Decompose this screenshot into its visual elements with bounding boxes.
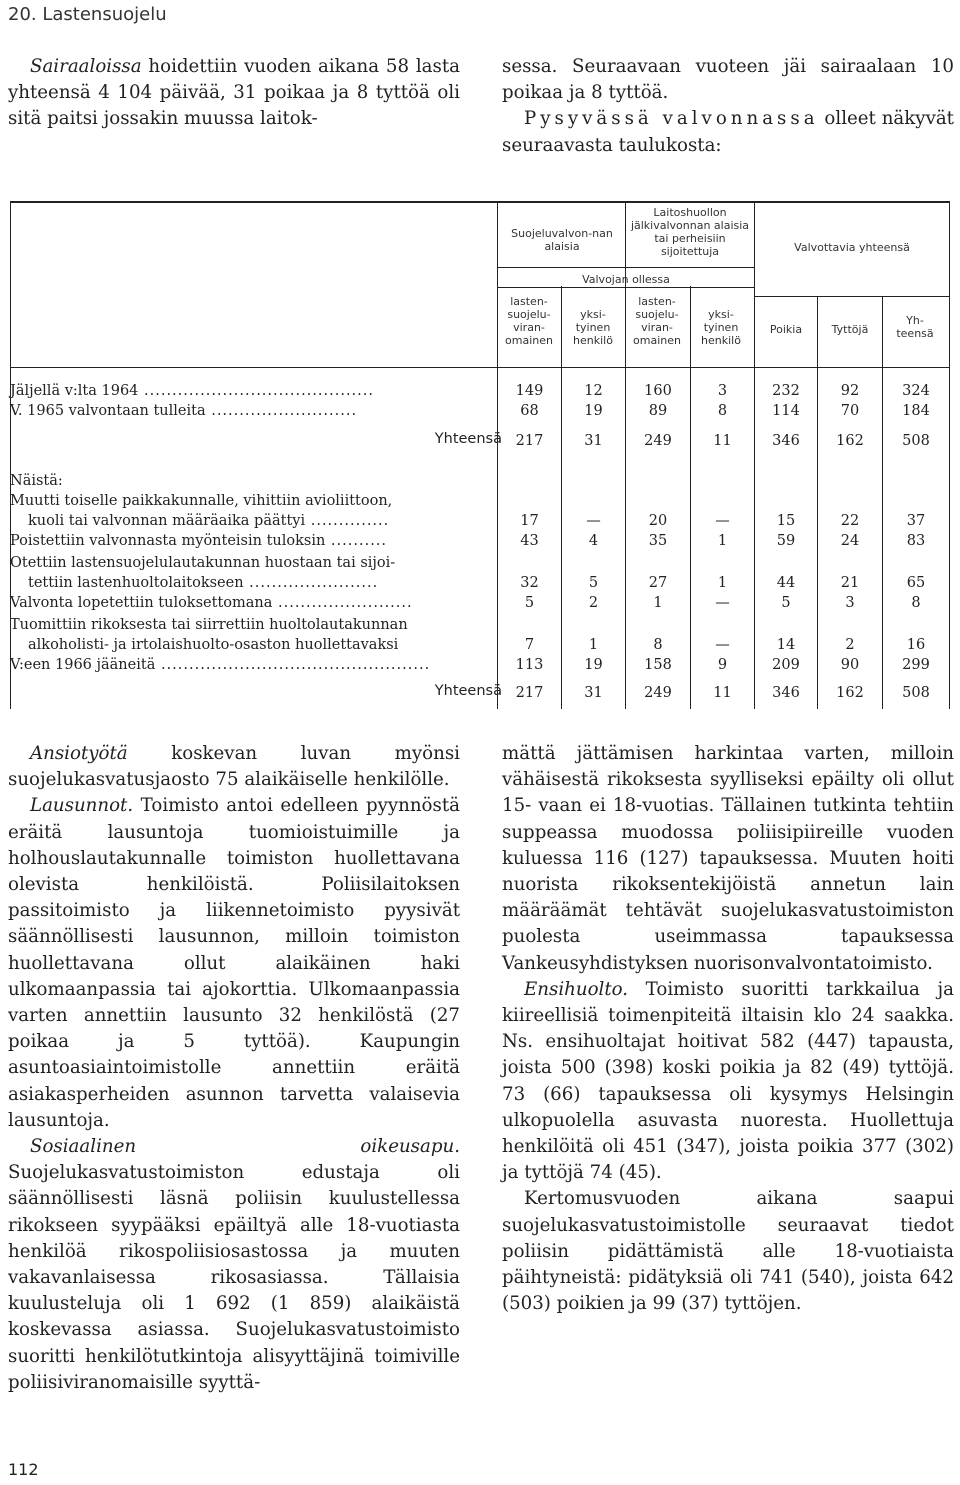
p3-text: Suojelukasvatustoimiston edustaja oli säännöllisesti läsnä poliisin kuulustellessa rikokseen syypääksi epäiltyä alle 18-vuotiasta henkilöä rikospoliisiosastossa ja muuten vakavanlaisessa rikosasiassa. Tällaisia kuulusteluja oli 1 692 (1 859) alaikäistä koskevassa asiassa. Suojelukasvatustoimisto suoritti henkilötutkintoja alisyyttäjinä toimiville poliisiviranomaisille syyttä- [8,1162,460,1393]
row-yhteensa-top-cell: 217 [515,433,544,449]
header-lasten-1: lasten-suojelu-viran-omainen [505,295,553,347]
row-naista-0-cell: 20 [648,513,668,529]
row-naista-4-cell: 1 [588,637,599,653]
row-yhteensa-bottom-cell: 11 [713,685,732,701]
row-naista-4-cell: 14 [776,637,796,653]
row-naista-3-cell: — [715,595,730,611]
row-naista-4-cell: 8 [653,637,663,653]
r-p1-text: mättä jättämisen harkintaa varten, milloin vähäisestä rikoksesta syylliseksi epäilty oli ollut 15- vaan ei 18-vuotias. Tällainen tutkinta tehtiin suppeassa muodossa poliisipiireille vuoden kuluessa 116 (127) tapauksessa. Muuten hoiti nuorista rikoksentekijöistä annetun lain määräämät tehtävät suojelukasvatustoimiston puolesta useimmassa tapauksessa Vankeusyhdistyksen nuorisonvalvontatoimisto. [502,743,954,974]
header-poikia: Poikia [769,323,803,336]
header-suojeluvalvonta: Suojeluvalvon-nan alaisia [511,227,613,253]
row-jaljella-cell: 149 [515,383,544,399]
row-tulleita-cell: 114 [772,403,800,419]
intro-right-column [502,54,954,159]
intro-right-tail: olleet näkyvät seuraavasta taulukosta: [502,108,954,156]
p2-text: Toimisto antoi edelleen pyynnöstä eräitä lausuntoja tuomioistuimille ja holhouslautakunnalle toimiston huollettavana olevista henkilöistä. Poliisilaitoksen passitoimisto ja liikennetoimisto pyysivät säännöllisesti lausunnon, milloin toimiston huollettavana ollut alaikäinen haki ulkomaanpassia tai ajokorttia. Ulkomaanpassia varten annettiin lausunto 32 henkilöstä (27 poikaa ja 5 tyttöä). Kaupungin asuntoasiaintoimistolle annettiin eräitä asiakasperheiden asunnon tarvetta valaisevia lausuntoja. [8,795,460,1131]
row-naista-2-cell: 27 [648,575,668,591]
naista-label: Näistä: [10,473,63,489]
intro-left-text: hoidettiin vuoden aikana 58 lasta yhteensä 4 104 päivää, 31 poikaa ja 8 tyttöä oli sitä paitsi jossakin muussa laitok- [8,56,460,130]
row-label: Muutti toiselle paikkakunnalle, vihittiin avioliittoon, [10,493,393,509]
row-naista-0-cell: 37 [906,513,926,529]
row-yhteensa-bottom-cell: 508 [902,685,930,701]
body-right-column [502,741,954,1317]
statistics-table [10,201,950,709]
header-lasten-2: lasten-suojelu-viran-omainen [633,295,681,347]
row-label: tettiin lastenhuoltolaitokseen ....................... [28,575,379,591]
row-naista-5-cell: 90 [840,657,860,673]
row-tulleita-cell: 8 [717,403,728,419]
row-tulleita-cell: 89 [648,403,668,419]
row-naista-5-cell: 113 [515,657,544,673]
header-yhteensa: Yh-teensä [896,314,934,340]
row-naista-4-cell: 7 [524,637,535,653]
body-left-column [8,741,460,1396]
row-jaljella-cell: 324 [902,383,930,399]
row-jaljella-cell: 160 [644,383,672,399]
row-label: Tuomittiin rikoksesta tai siirrettiin huoltolautakunnan [10,617,408,633]
row-naista-1-cell: 83 [906,533,926,549]
row-naista-5-cell: 299 [902,657,930,673]
row-label: Otettiin lastensuojelulautakunnan huostaan tai sijoi- [10,555,396,571]
row-label: V:een 1966 jääneitä ................................................ [10,657,431,673]
p2-lead: Lausunnot. [30,795,134,817]
row-tulleita-cell: 70 [840,403,860,419]
intro-lead: Sairaaloissa [30,56,142,77]
header-tyttoja: Tyttöjä [831,323,869,336]
p1-text: koskevan luvan myönsi suojelukasvatusjaosto 75 alaikäiselle henkilölle. [8,743,460,791]
header-yksi-2: yksi-tyinen henkilö [701,308,741,347]
row-label: V. 1965 valvontaan tulleita .......................... [10,403,358,419]
row-naista-3-cell: 5 [781,595,791,611]
row-jaljella-cell: 12 [584,383,603,399]
row-label: Valvonta lopetettiin tuloksettomana ........................ [10,595,413,611]
row-naista-1-cell: 4 [588,533,599,549]
row-yhteensa-top-cell: 11 [713,433,732,449]
row-naista-3-cell: 3 [845,595,855,611]
row-naista-0-cell: — [586,513,601,529]
row-yhteensa-top-cell: 31 [584,433,603,449]
header-yksi-1: yksi-tyinen henkilö [573,308,613,347]
r-p2-text: Toimisto suoritti tarkkailua ja kiireellisiä toimenpiteitä iltaisin klo 24 saakka. Ns. ensihuoltajat hoitivat 582 (447) tapausta, joista 500 (398) koski poikia ja 82 (49) tyttöjä. 73 (66) tapauksessa oli kysymys Helsingin ulkopuolella asuvasta nuoresta. Huollettuja henkilöitä oli 451 (347), joista poikia 377 (302) ja tyttöjä 74 (45). [502,978,954,1184]
sum-label-bottom: Yhteensä [434,683,502,699]
header-valvojan-ollessa: Valvojan ollessa [582,273,670,286]
row-yhteensa-bottom-cell: 249 [644,685,672,701]
row-yhteensa-bottom-cell: 162 [836,685,864,701]
row-naista-4-cell: — [715,637,730,653]
row-yhteensa-bottom-cell: 217 [515,685,544,701]
page-number: 112 [8,1460,39,1479]
row-jaljella-cell: 3 [717,383,728,399]
row-jaljella-cell: 232 [772,383,800,399]
page-header: 20. Lastensuojelu [8,4,167,25]
row-yhteensa-bottom-cell: 346 [772,685,800,701]
row-naista-3-cell: 5 [524,595,535,611]
intro-right-text: sessa. Seuraavaan vuoteen jäi sairaalaan 10 poikaa ja 8 tyttöä. [502,56,954,104]
row-naista-0-cell: 17 [520,513,539,529]
row-tulleita-cell: 19 [584,403,603,419]
p3-lead: Sosiaalinen oikeusapu. [30,1136,460,1158]
row-naista-1-cell: 35 [648,533,668,549]
header-jalkivalvonta: Laitoshuollon jälkivalvonnan alaisia tai perheisiin sijoitettuja [630,206,750,258]
row-yhteensa-bottom-cell: 31 [584,685,603,701]
row-tulleita-cell: 184 [902,403,930,419]
header-valvottavia: Valvottavia yhteensä [794,241,910,254]
row-label: Poistettiin valvonnasta myönteisin tuloksin .......... [10,533,388,549]
row-naista-5-cell: 9 [717,657,728,673]
row-naista-0-cell: 22 [840,513,860,529]
row-naista-1-cell: 1 [717,533,728,549]
row-yhteensa-top-cell: 162 [836,433,864,449]
row-label: Jäljellä v:lta 1964 ......................................... [10,383,374,399]
sum-label-top: Yhteensä [434,431,502,447]
row-naista-2-cell: 44 [776,575,796,591]
row-naista-5-cell: 209 [772,657,800,673]
row-naista-2-cell: 1 [717,575,728,591]
r-p2-lead: Ensihuolto. [524,978,629,1000]
row-naista-2-cell: 5 [588,575,599,591]
row-naista-3-cell: 2 [588,595,599,611]
intro-left-column [8,54,460,133]
row-jaljella-cell: 92 [840,383,860,399]
row-naista-2-cell: 65 [906,575,926,591]
row-naista-2-cell: 32 [520,575,539,591]
row-yhteensa-top-cell: 346 [772,433,800,449]
row-yhteensa-top-cell: 249 [644,433,672,449]
row-naista-3-cell: 1 [653,595,663,611]
row-naista-3-cell: 8 [911,595,921,611]
intro-spaced-text: Pysyvässä valvonnassa [524,108,819,130]
row-naista-5-cell: 19 [584,657,603,673]
row-tulleita-cell: 68 [520,403,539,419]
row-naista-2-cell: 21 [840,575,860,591]
row-naista-1-cell: 43 [520,533,539,549]
row-naista-0-cell: 15 [776,513,796,529]
row-label: alkoholisti- ja irtolaishuolto-osaston huollettavaksi [28,637,399,653]
row-naista-4-cell: 16 [906,637,926,653]
row-naista-0-cell: — [715,513,730,529]
row-naista-1-cell: 24 [840,533,860,549]
row-yhteensa-top-cell: 508 [902,433,930,449]
p1-lead: Ansiotyötä [30,743,128,764]
r-p3-text: Kertomusvuoden aikana saapui suojelukasvatustoimistolle seuraavat tiedot poliisin pidättämistä alle 18-vuotiaista päihtyneistä: pidätyksiä oli 741 (540), joista 642 (503) poikien ja 99 (37) tyttöjen. [502,1188,954,1315]
row-naista-4-cell: 2 [845,637,855,653]
row-naista-5-cell: 158 [644,657,672,673]
row-naista-1-cell: 59 [776,533,796,549]
row-label: kuoli tai valvonnan määräaika päättyi .............. [28,513,390,529]
